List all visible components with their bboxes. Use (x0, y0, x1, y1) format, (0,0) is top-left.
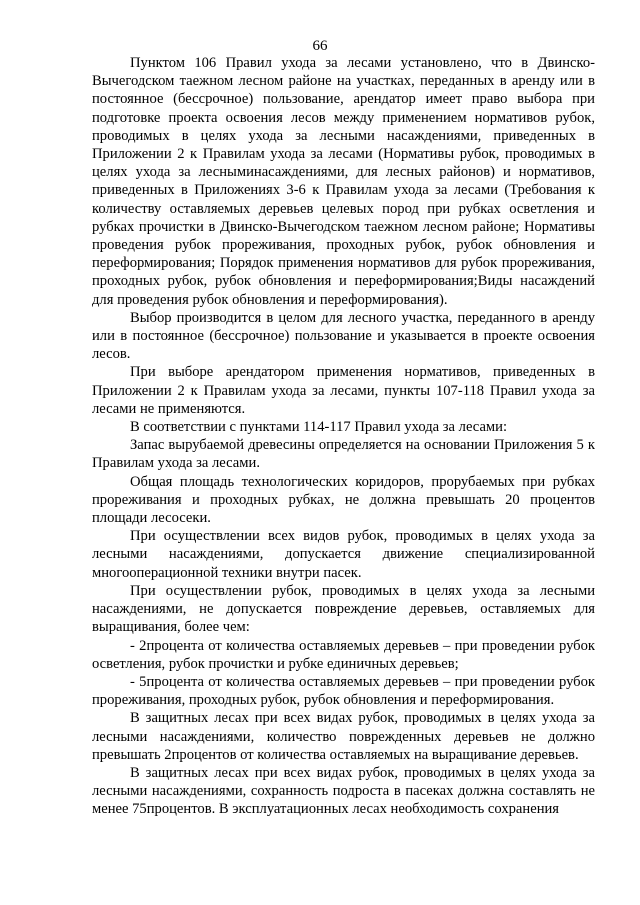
paragraph: При выборе арендатором применения нормативов, приведенных в Приложении 2 к Правилам ухода за лесами, пункты 107-118 Правил ухода за лесами не применяются. (92, 364, 595, 417)
list-item: - 2процента от количества оставляемых деревьев – при проведении рубок осветления, рубок прочистки и рубке единичных деревьев; (92, 637, 595, 672)
paragraph: Выбор производится в целом для лесного участка, переданного в аренду или в постоянное (бессрочное) пользование и указывается в проекте освоения лесов. (92, 309, 595, 363)
paragraph: В соответствии с пунктами 114-117 Правил ухода за лесами: (130, 419, 508, 436)
paragraph: В защитных лесах при всех видах рубок, проводимых в целях ухода за лесными насаждениями, количество поврежденных деревьев не должно превышать 2процентов от количества оставляемых на выращивание деревьев. (92, 710, 595, 763)
page-number: 66 (312, 38, 328, 54)
paragraph: Пунктом 106 Правил ухода за лесами установлено, что в Двинско-Вычегодском таежном лесном районе на участках, переданных в аренду или в постоянное (бессрочное) пользование, арендатор имеет право выбора при подготовке проекта освоения лесов между применением нормативов рубок, проводимых в целях ухода за лесными насаждениями, приведенных в Приложении 2 к Правилам ухода за лесами (Нормативы рубок, проводимых в целях ухода за лесныминасаждениями, для лесных районов) и нормативов, приведенных в Приложениях 3-6 к Правилам ухода за лесами (Требования к количеству оставляемых деревьев целевых пород при рубках осветления и рубках прочистки в Двинско-Вычегодском таежном лесном районе; Нормативы проведения рубок прореживания, проходных рубок, рубок обновления и переформирования; Порядок применения нормативов для рубок прореживания, проходных рубок, рубок обновления и переформирования;Виды насаждений для проведения рубок обновления и переформирования). (92, 55, 595, 308)
list-item: - 5процента от количества оставляемых деревьев – при проведении рубок прореживания, проходных рубок, рубок обновления и переформирования. (92, 673, 595, 709)
paragraph: При осуществлении всех видов рубок, проводимых в целях ухода за лесными насаждениями, допускается движение специализированной многооперационной техники внутри пасек. (92, 528, 595, 581)
paragraph: В защитных лесах при всех видах рубок, проводимых в целях ухода за лесными насаждениями, сохранность подроста в пасеках должна составлять не менее 75процентов. В эксплуатационных лесах необходимость сохранения (92, 764, 595, 818)
document-body (92, 54, 595, 819)
paragraph: Запас вырубаемой древесины определяется на основании Приложения 5 к Правилам ухода за лесами. (92, 437, 595, 472)
paragraph: При осуществлении рубок, проводимых в целях ухода за лесными насаждениями, не допускается повреждение деревьев, оставляемых для выращивания, более чем: (92, 582, 595, 636)
paragraph: Общая площадь технологических коридоров, прорубаемых при рубках прореживания и проходных рубках, не должна превышать 20 процентов площади лесосеки. (92, 473, 595, 527)
